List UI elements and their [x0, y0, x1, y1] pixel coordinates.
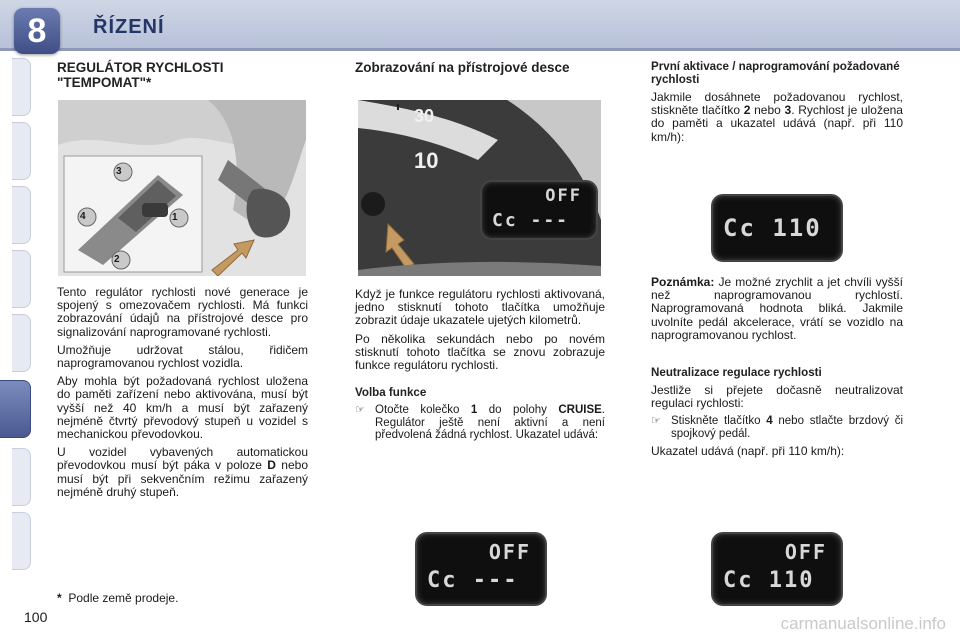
- lcd-display-off: OFF Cc ---: [482, 182, 596, 238]
- chapter-badge: 8: [14, 8, 60, 54]
- chapter-tab[interactable]: [12, 186, 31, 244]
- paragraph: Když je funkce regulátoru rychlosti aktivovaná, jedno stisknutí tohoto tlačítka umožňuje zobrazit údaje ukazatele ujetých kilometrů.: [355, 287, 605, 328]
- lcd-display-neutralized: OFF Cc 110: [713, 534, 841, 604]
- middle-text: [355, 288, 605, 447]
- paragraph: Ukazatel udává (např. při 110 km/h):: [651, 444, 845, 459]
- note-paragraph: Poznámka: Je možné zrychlit a jet chvíli vyšší než naprogramovanou rychlostí. Naprogramovaná hodnota bliká. Jakmile uvolníte pedál akcelerace, vrátí se vozidlo na naprogramovanou rychlost.: [651, 275, 903, 342]
- section-title-cruise-control: REGULÁTOR RYCHLOSTI "TEMPOMAT"*: [57, 60, 224, 90]
- chapter-tab[interactable]: [12, 58, 31, 116]
- left-text: [57, 286, 308, 504]
- paragraph: Jakmile dosáhnete požadovanou rychlost, stiskněte tlačítko 2 nebo 3. Rychlost je uložena do paměti a ukazatel udává (např. při 110 km/h):: [651, 90, 903, 144]
- lcd-display-standby: OFF Cc ---: [417, 534, 545, 604]
- right-column: [651, 60, 903, 149]
- gauge-label: 10: [414, 148, 439, 173]
- callout-3: 3: [116, 166, 122, 177]
- subsection-title: Neutralizace regulace rychlosti: [651, 366, 822, 380]
- gauge-label: 30: [414, 106, 435, 126]
- chapter-tab[interactable]: [12, 448, 31, 506]
- paragraph: Jestliže si přejete dočasně neutralizovat regulaci rychlosti:: [651, 383, 903, 411]
- right-text: [651, 276, 903, 464]
- instrument-panel-illustration: [358, 100, 601, 276]
- chapter-title: ŘÍZENÍ: [93, 16, 165, 38]
- pointing-hand-icon: ☞: [355, 404, 365, 417]
- chapter-tab[interactable]: [12, 314, 31, 372]
- section-title-activation: První aktivace / naprogramování požadované rychlosti: [651, 60, 900, 86]
- footnote: * Podle země prodeje.: [57, 591, 179, 605]
- header-divider: [0, 48, 960, 51]
- steering-control-illustration: [58, 100, 306, 276]
- watermark: carmanualsonline.info: [780, 614, 946, 633]
- instruction-bullet: ☞ Otočte kolečko 1 do polohy CRUISE. Regulátor ještě není aktivní a není předvolená žádná rychlost. Ukazatel udává:: [355, 404, 605, 442]
- chapter-tab[interactable]: [12, 250, 31, 308]
- chapter-tab-active[interactable]: [0, 380, 31, 438]
- paragraph: Po několika sekundách nebo po novém stisknutí tohoto tlačítka se znovu zobrazuje funkce regulátoru rychlosti.: [355, 331, 605, 373]
- callout-4: 4: [80, 211, 86, 222]
- subsection-title: Volba funkce: [355, 386, 427, 400]
- section-title-dashboard-display: Zobrazování na přístrojové desce: [355, 60, 570, 75]
- chapter-tab[interactable]: [12, 122, 31, 180]
- chapter-tabs: [0, 58, 32, 578]
- middle-column-title: [355, 60, 605, 75]
- chapter-tab[interactable]: [12, 512, 31, 570]
- paragraph: Tento regulátor rychlosti nové generace je spojený s omezovačem rychlosti. Má funkci zobrazování údajů na přístrojové desce pro signalizování naprogramované rychlosti.: [57, 285, 308, 339]
- callout-1: 1: [172, 212, 178, 223]
- paragraph: Umožňuje udržovat stálou, řidičem naprogramovanou rychlost vozidla.: [57, 342, 308, 371]
- left-column: [57, 60, 309, 90]
- paragraph: U vozidel vybavených automatickou převodovkou musí být páka v poloze D nebo musí být při sekvenčním režimu zařazený nejméně druhý stupeň.: [57, 445, 308, 499]
- instruction-bullet: ☞ Stiskněte tlačítko 4 nebo stlačte brzdový či spojkový pedál.: [651, 415, 904, 440]
- page-number: 100: [24, 609, 48, 625]
- pointing-hand-icon: ☞: [651, 415, 661, 428]
- lcd-display-active-speed: Cc 110: [713, 196, 841, 260]
- callout-2: 2: [114, 254, 120, 265]
- paragraph: Aby mohla být požadovaná rychlost uložena do paměti zařízení nebo aktivována, musí být vyšší než 40 km/h a musí být zařazený nejméně čtvrtý převodový stupeň u vozidel s mechanickou převodovkou.: [57, 374, 308, 442]
